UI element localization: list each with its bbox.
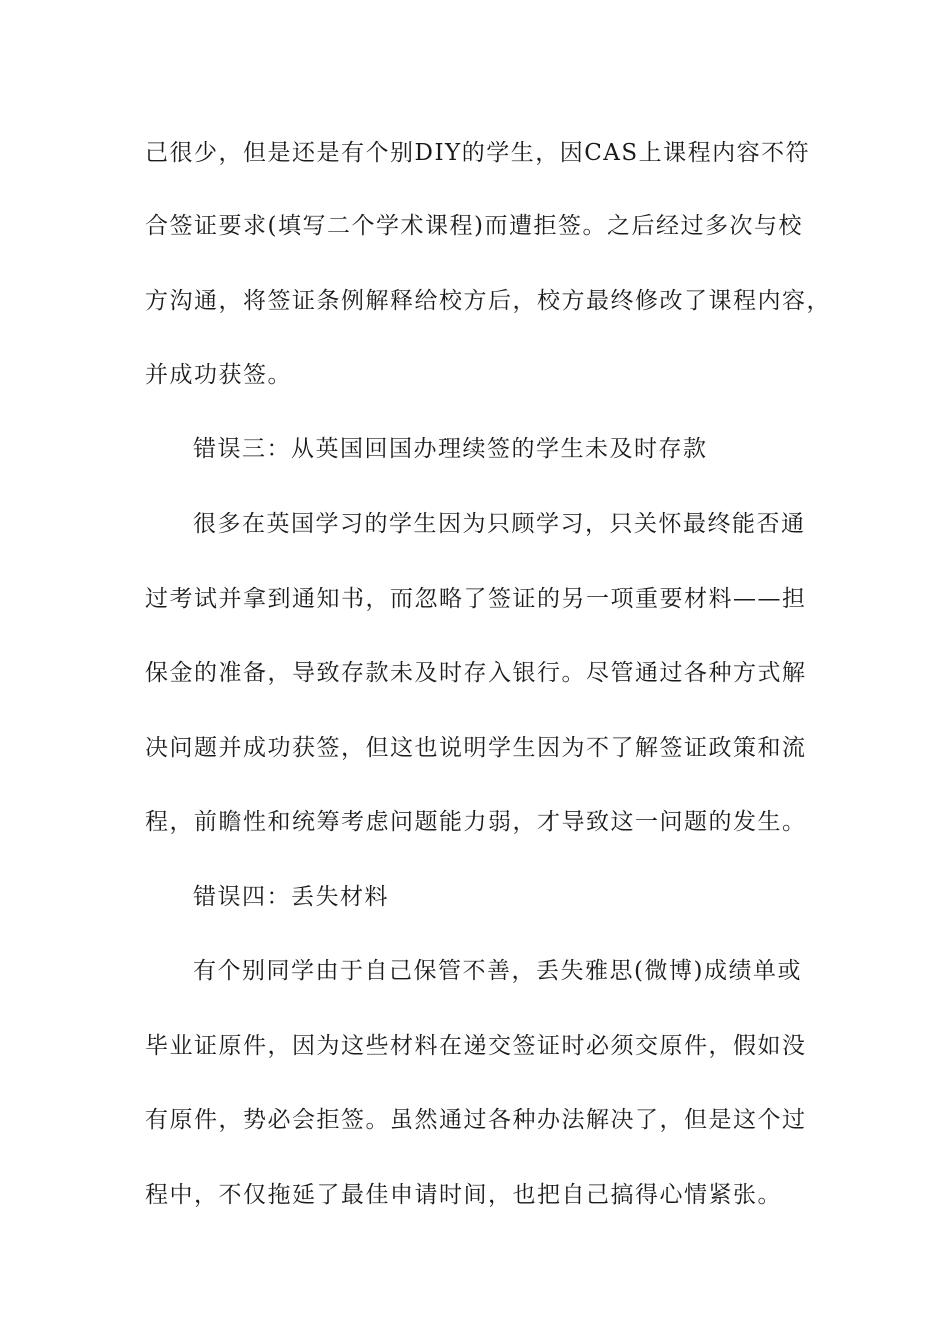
paragraph-line: 决问题并成功获签，但这也说明学生因为不了解签证政策和流	[145, 735, 807, 761]
paragraph-line: 方沟通，将签证条例解释给校方后，校方最终修改了课程内容，	[145, 288, 831, 314]
section-heading: 错误四：丢失材料	[193, 884, 389, 910]
paragraph-line: 程，前瞻性和统筹考虑问题能力弱，才导致这一问题的发生。	[145, 809, 807, 835]
paragraph-line: 程中，不仅拖延了最佳申请时间，也把自己搞得心情紧张。	[145, 1182, 782, 1208]
section-heading: 错误三：从英国回国办理续签的学生未及时存款	[193, 436, 708, 462]
paragraph-line: 有原件，势必会拒签。虽然通过各种办法解决了，但是这个过	[145, 1107, 807, 1133]
paragraph-line: 己很少，但是还是有个别DIY的学生，因CAS上课程内容不符	[145, 140, 811, 166]
paragraph-line: 很多在英国学习的学生因为只顾学习，只关怀最终能否通	[193, 511, 806, 537]
paragraph-line: 保金的准备，导致存款未及时存入银行。尽管通过各种方式解	[145, 660, 807, 686]
paragraph-line: 并成功获签。	[145, 362, 292, 388]
paragraph-line: 过考试并拿到通知书，而忽略了签证的另一项重要材料——担	[145, 586, 807, 612]
paragraph-line: 毕业证原件，因为这些材料在递交签证时必须交原件，假如没	[145, 1033, 807, 1059]
paragraph-line: 有个别同学由于自己保管不善，丢失雅思(微博)成绩单或	[193, 958, 802, 984]
paragraph-line: 合签证要求(填写二个学术课程)而遭拒签。之后经过多次与校	[145, 213, 803, 239]
